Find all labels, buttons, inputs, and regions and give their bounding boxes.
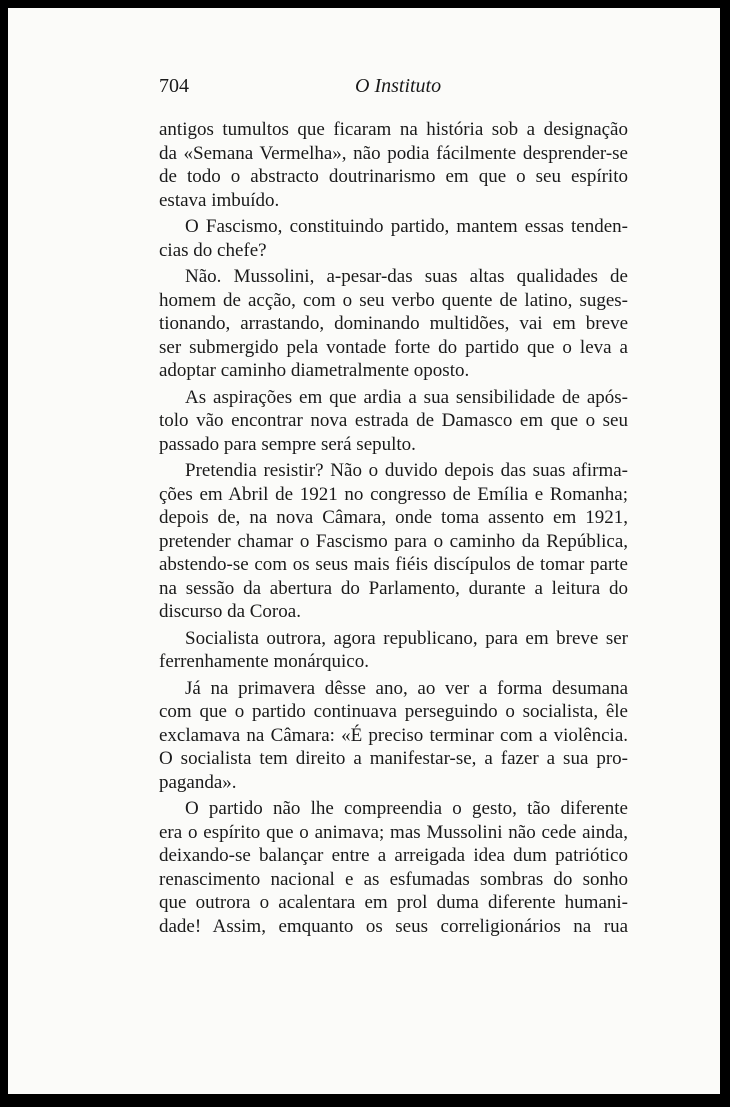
text-line: passado para sempre será sepulto. xyxy=(159,433,416,455)
text-line: paganda». xyxy=(159,771,237,793)
paragraph xyxy=(159,797,628,938)
text-line: exclamava na Câmara: «É preciso terminar com a violência. xyxy=(159,724,628,746)
paragraph xyxy=(159,677,628,795)
text-line: adoptar caminho diametralmente oposto. xyxy=(159,360,470,381)
text-line: pretender chamar o Fascismo para o caminho da República, xyxy=(159,530,628,552)
text-line: que outrora o acalentara em prol duma diferente humani- xyxy=(159,892,628,913)
page-number: 704 xyxy=(159,75,189,97)
text-line: ferrenhamente monárquico. xyxy=(159,651,369,672)
text-line: Pretendia resistir? Não o duvido depois das suas afirma- xyxy=(185,460,628,481)
text-line: da «Semana Vermelha», não podia fácilmente desprender-se xyxy=(159,142,628,164)
text-line: As aspirações em que ardia a sua sensibilidade de após- xyxy=(185,386,628,408)
text-line: O partido não lhe compreendia o gesto, tão diferente xyxy=(185,798,628,819)
text-line: discurso da Coroa. xyxy=(159,601,301,622)
text-line: cias do chefe? xyxy=(159,239,267,261)
running-title: O Instituto xyxy=(355,75,442,97)
paragraph xyxy=(159,265,628,383)
text-line: depois de, na nova Câmara, onde toma assento em 1921, xyxy=(159,507,628,528)
text-line: Já na primavera dêsse ano, ao ver a forma desumana xyxy=(185,677,628,699)
text-line: com que o partido continuava perseguindo o socialista, êle xyxy=(159,701,628,722)
text-line: na sessão da abertura do Parlamento, durante a leitura do xyxy=(159,577,628,599)
text-line: tionando, arrastando, dominando multidões, vai em breve xyxy=(159,313,628,334)
paragraph xyxy=(159,118,628,212)
text-line: homem de acção, com o seu verbo quente de latino, suges- xyxy=(159,289,628,311)
text-line: tolo vão encontrar nova estrada de Damasco em que o seu xyxy=(159,410,628,431)
text-line: era o espírito que o animava; mas Mussolini não cede ainda, xyxy=(159,821,628,843)
body-text xyxy=(159,118,628,941)
paragraph xyxy=(159,627,628,674)
text-line: Não. Mussolini, a-pesar-das suas altas qualidades de xyxy=(185,266,628,287)
text-line: dade! Assim, emquanto os seus correligionários na rua xyxy=(159,915,628,937)
text-line: O Fascismo, constituindo partido, mantem essas tenden- xyxy=(185,216,628,237)
text-line: O socialista tem direito a manifestar-se, a fazer a sua pro- xyxy=(159,748,628,769)
paragraph xyxy=(159,459,628,624)
paragraph xyxy=(159,386,628,457)
text-line: Socialista outrora, agora republicano, para em breve ser xyxy=(185,627,628,649)
text-line: ser submergido pela vontade forte do partido que o leva a xyxy=(159,336,628,358)
text-line: abstendo-se com os seus mais fiéis discípulos de tomar parte xyxy=(159,554,628,575)
text-line: renascimento nacional e as esfumadas sombras do sonho xyxy=(159,868,628,890)
text-line: ções em Abril de 1921 no congresso de Emília e Romanha; xyxy=(159,483,628,505)
text-line: de todo o abstracto doutrinarismo em que o seu espírito xyxy=(159,166,628,187)
paragraph xyxy=(159,215,628,262)
book-page xyxy=(8,8,720,1094)
text-line: deixando-se balançar entre a arreigada idea dum patriótico xyxy=(159,845,628,866)
text-line: antigos tumultos que ficaram na história sob a designação xyxy=(159,119,628,140)
text-line: estava imbuído. xyxy=(159,189,280,211)
page-header xyxy=(159,70,639,106)
